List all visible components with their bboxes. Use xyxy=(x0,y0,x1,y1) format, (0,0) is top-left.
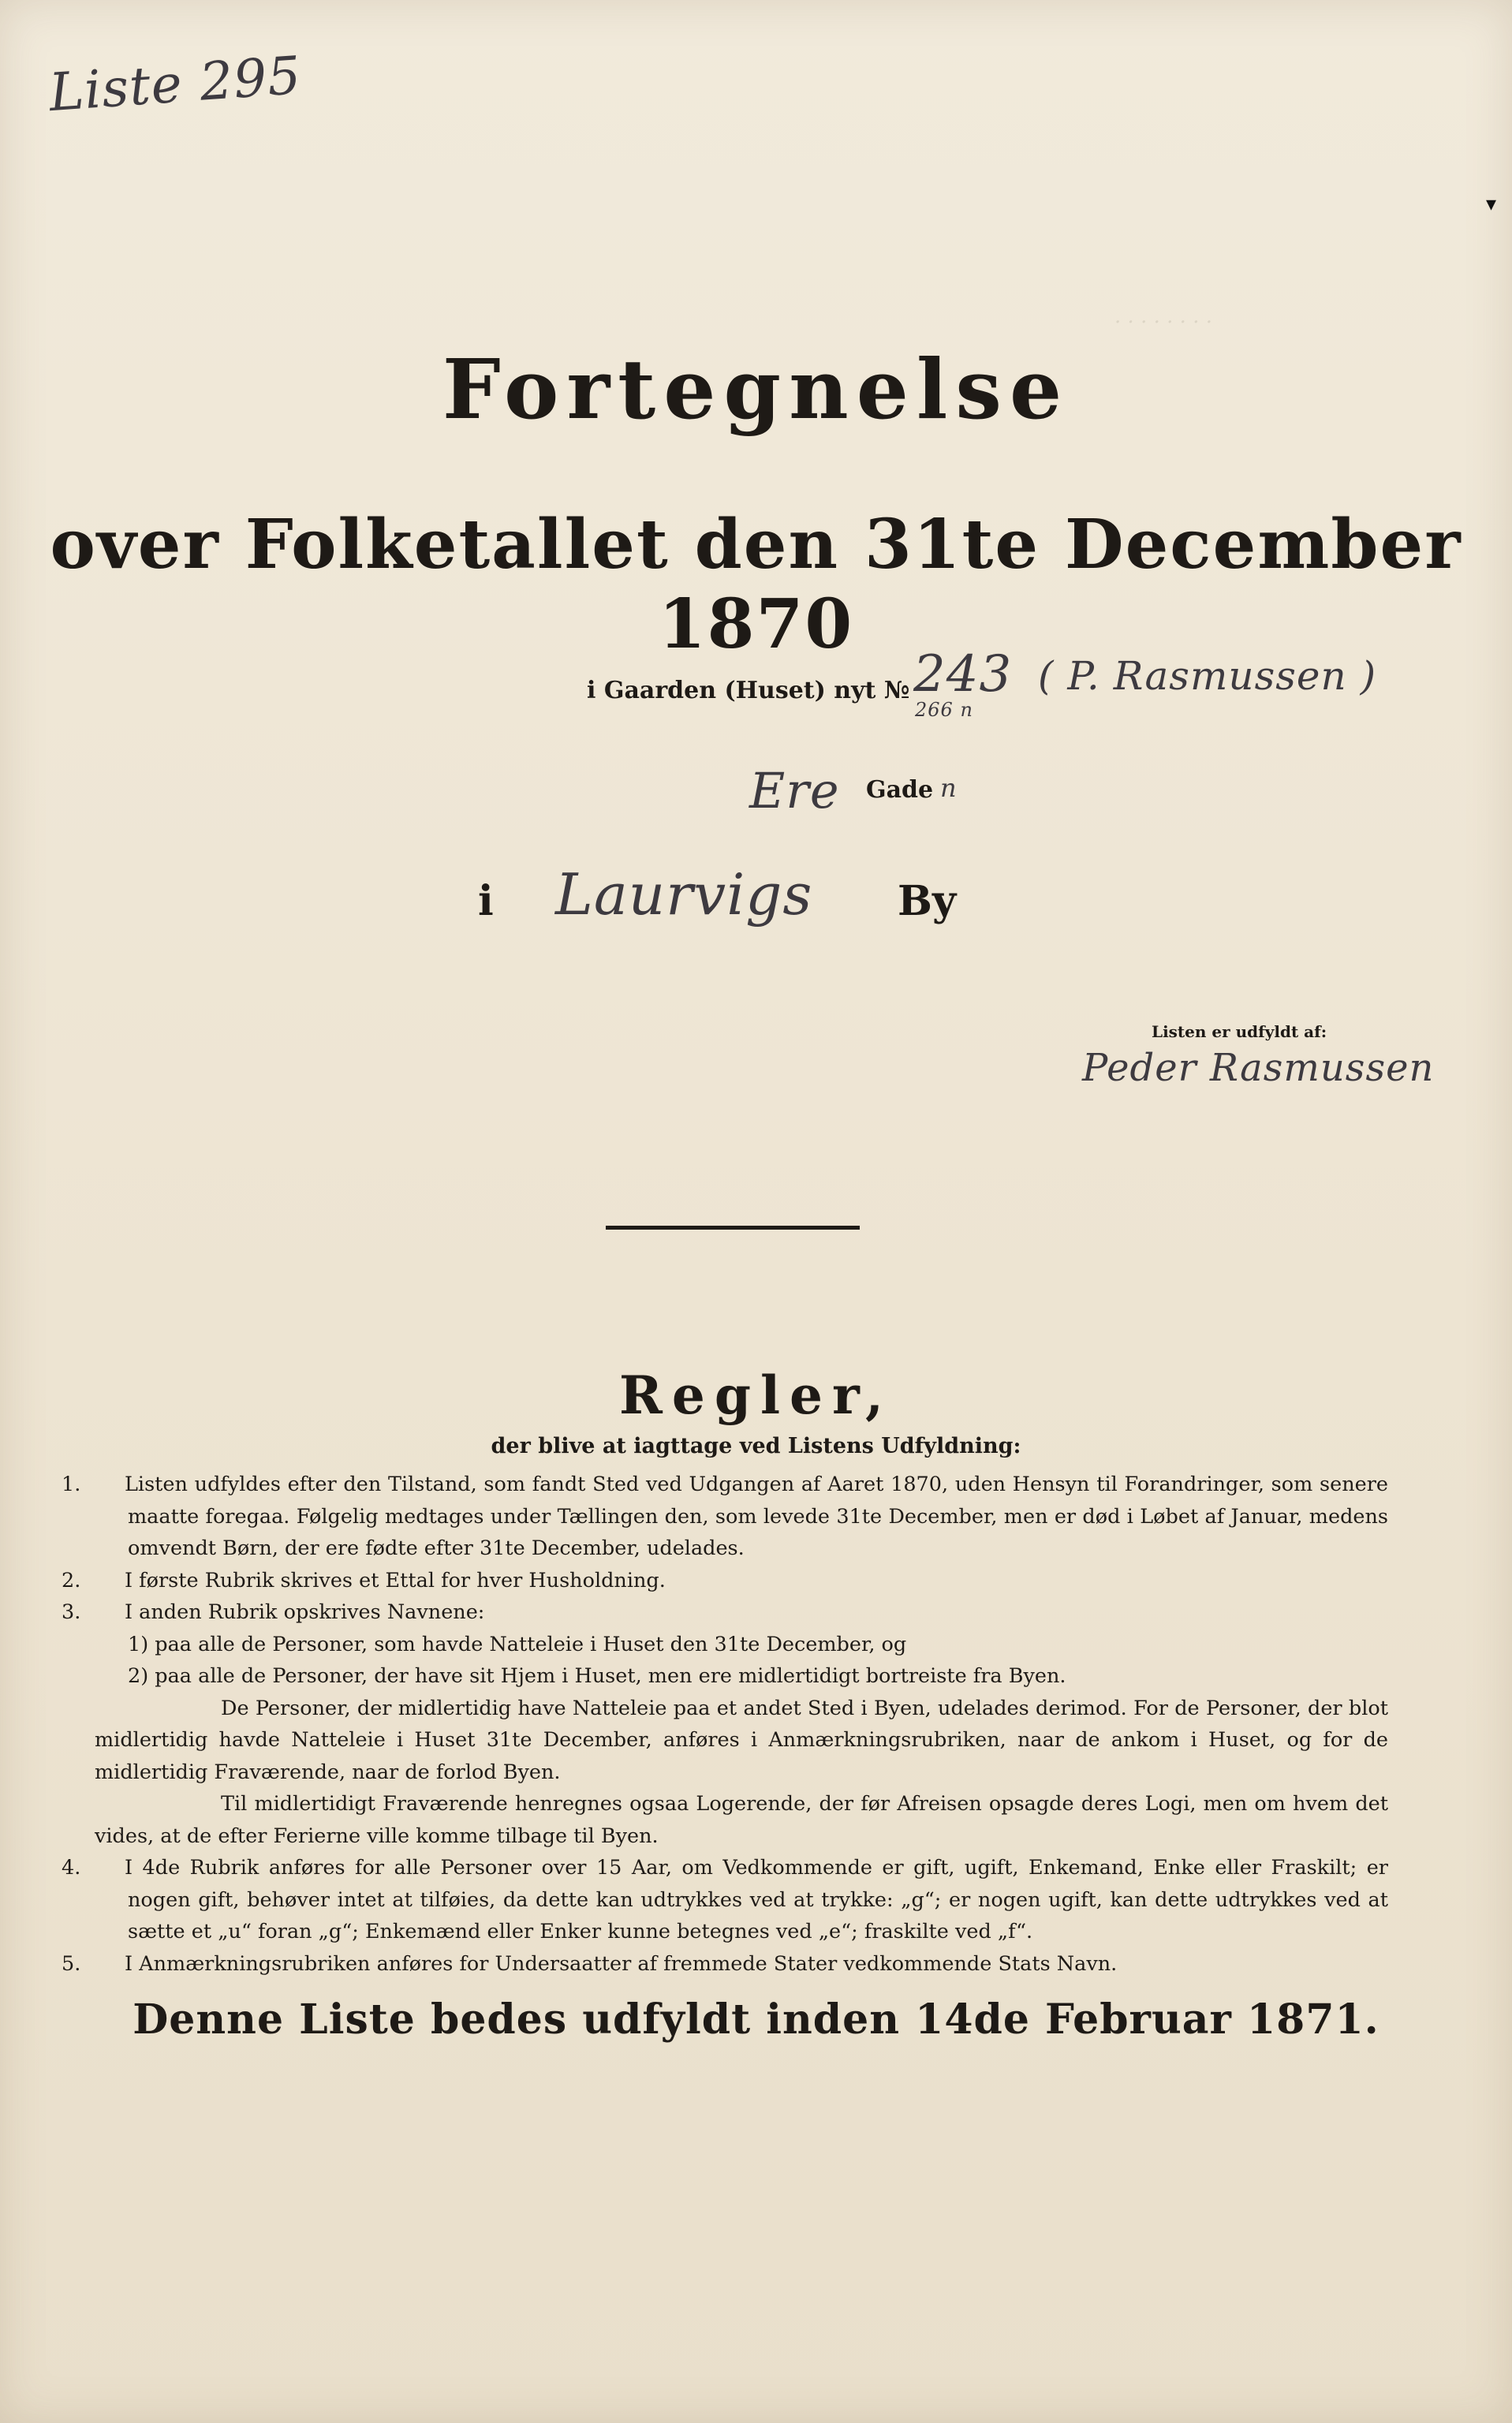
rule-3-paragraph-1: De Personer, der midlertidig have Natteleie paa et andet Sted i Byen, udelades derimod. For de Personer, der blot midlertidig havde Natteleie i Huset 31te December, anføres i Anmærkningsrubriken, naar de ankom i Huset, og for de midlertidig Fraværende, naar de forlod Byen. xyxy=(95,1696,1388,1784)
gaarden-number-old: 266 n xyxy=(915,699,973,721)
rules-title: Regler, xyxy=(618,1365,893,1426)
gade-label: Gade xyxy=(866,776,934,804)
gaarden-number: 243 xyxy=(913,645,1013,704)
gaarden-owner: ( P. Rasmussen ) xyxy=(1038,653,1377,699)
by-prefix: i xyxy=(478,877,494,925)
filled-by-label: Listen er udfyldt af: xyxy=(1152,1022,1327,1041)
rules-list xyxy=(62,1469,1388,1980)
rules-subtitle: der blive at iagttage ved Listens Udfyldning: xyxy=(491,1434,1021,1458)
corner-handwritten-note: Liste 295 xyxy=(47,44,304,124)
filled-by-signature: Peder Rasmussen xyxy=(1082,1046,1435,1090)
edge-mark: ▾ xyxy=(1485,192,1496,216)
rule-3-item-2: 2) paa alle de Personer, der have sit Hjem i Huset, men ere midlertidigt bortreiste fra Byen. xyxy=(128,1664,1066,1688)
gaarden-label: i Gaarden (Huset) nyt № xyxy=(587,677,910,704)
by-label: By xyxy=(898,877,957,925)
gade-value: Ere xyxy=(749,762,840,819)
rule-3-item-1: 1) paa alle de Personer, som havde Natteleie i Huset den 31te December, og xyxy=(128,1632,907,1656)
deadline-footer: Denne Liste bedes udfyldt inden 14de Februar 1871. xyxy=(133,1996,1379,2044)
gade-suffix: n xyxy=(940,773,958,803)
rule-3-paragraph-2: Til midlertidigt Fraværende henregnes ogsaa Logerende, der før Afreisen opsagde deres Logi, men om hvem det vides, at de efter Ferierne ville komme tilbage til Byen. xyxy=(95,1792,1388,1848)
bleed-through-text: · · · · · · · · xyxy=(1114,311,1212,334)
form-title: Fortegnelse xyxy=(442,341,1070,438)
rule-5: 5. I Anmærkningsrubriken anføres for Undersaatter af fremmede Stater vedkommende Stats Navn. xyxy=(62,1951,1118,1976)
form-subtitle: over Folketallet den 31te December 1870 xyxy=(50,505,1462,664)
rule-3: 3. I anden Rubrik opskrives Navnene: xyxy=(62,1600,485,1624)
rule-2: 2. I første Rubrik skrives et Ettal for hver Husholdning. xyxy=(62,1568,666,1592)
rule-1: 1. Listen udfyldes efter den Tilstand, som fandt Sted ved Udgangen af Aaret 1870, uden Hensyn til Forandringer, som senere maatte foregaa. Følgelig medtages under Tællingen den, som levede 31te December, men er død i Løbet af Januar, medens omvendt Børn, der ere fødte efter 31te December, udelades. xyxy=(62,1473,1388,1560)
rule-4: 4. I 4de Rubrik anføres for alle Personer over 15 Aar, om Vedkommende er gift, ugift, Enkemand, Enke eller Fraskilt; er nogen gift, behøver intet at tilføies, da dette kan udtrykkes ved at trykke: „g“; er nogen ugift, kan dette udtrykkes ved at sætte et „u“ foran „g“; Enkemænd eller Enker kunne betegnes ved „e“; fraskilte ved „f“. xyxy=(62,1856,1388,1943)
by-value: Laurvigs xyxy=(555,861,813,928)
section-divider xyxy=(606,1226,860,1230)
